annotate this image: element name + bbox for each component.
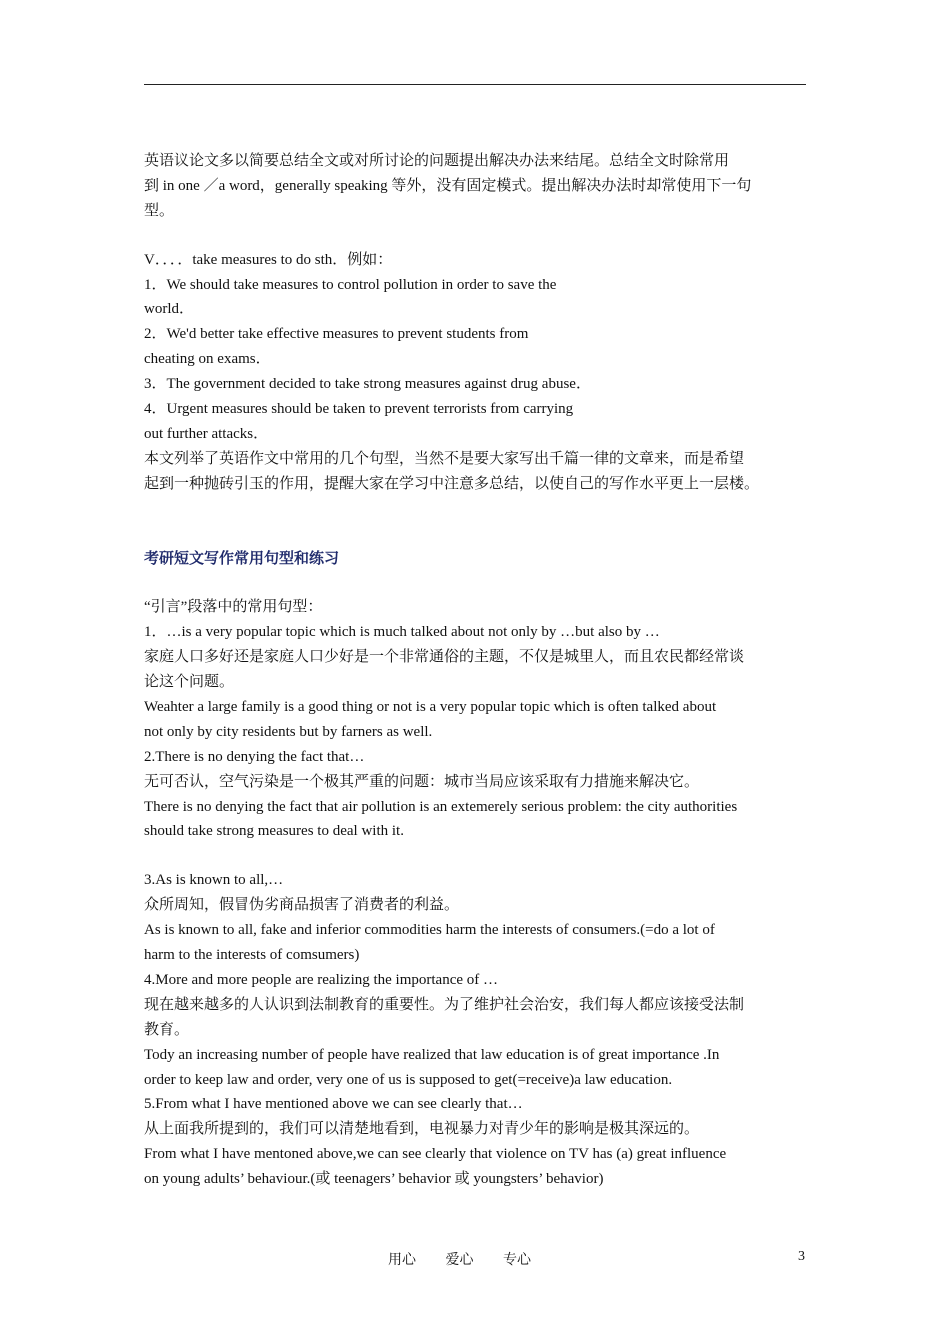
text-line: harm to the interests of comsumers) bbox=[144, 947, 360, 964]
section-spacer bbox=[144, 497, 824, 547]
paragraph-conclusion-intro bbox=[144, 149, 824, 224]
paragraph-spacer bbox=[144, 571, 824, 595]
text-line: As is known to all, fake and inferior commodities harm the interests of consumers.(=do a lot of bbox=[144, 922, 715, 939]
text-line: 从上面我所提到的，我们可以清楚地看到，电视暴力对青少年的影响是极其深远的。 bbox=[144, 1121, 700, 1138]
text-line: 家庭人口多好还是家庭人口少好是一个非常通俗的主题，不仅是城里人，而且农民都经常谈 bbox=[144, 649, 745, 666]
text-line: world． bbox=[144, 301, 194, 318]
text-line: 现在越来越多的人认识到法制教育的重要性。为了维护社会治安，我们每人都应该接受法制 bbox=[144, 996, 745, 1013]
document-body bbox=[144, 149, 824, 1192]
paragraph-more-patterns bbox=[144, 868, 824, 1192]
header-rule bbox=[144, 84, 806, 85]
text-line: out further attacks． bbox=[144, 425, 269, 442]
page-number: 3 bbox=[798, 1249, 805, 1264]
text-line: Tody an increasing number of people have realized that law education is of great importance .In bbox=[144, 1046, 720, 1063]
paragraph-spacer bbox=[144, 844, 824, 868]
text-line: 3．The government decided to take strong measures against drug abuse． bbox=[144, 376, 591, 393]
text-line: Weahter a large family is a good thing or not is a very popular topic which is often talked about bbox=[144, 699, 717, 716]
text-line: 本文列举了英语作文中常用的几个句型，当然不是要大家写出千篇一律的文章来，而是希望 bbox=[144, 450, 745, 467]
text-line: 1．…is a very popular topic which is much talked about not only by …but also by … bbox=[144, 624, 660, 641]
text-line: should take strong measures to deal with it. bbox=[144, 823, 404, 840]
paragraph-take-measures bbox=[144, 248, 824, 497]
text-line: 1．We should take measures to control pollution in order to save the bbox=[144, 276, 557, 293]
text-line: 2.There is no denying the fact that… bbox=[144, 748, 365, 765]
text-line: 教育。 bbox=[144, 1021, 190, 1038]
text-line: 4.More and more people are realizing the importance of … bbox=[144, 971, 499, 988]
text-line: V．．．．take measures to do sth．例如： bbox=[144, 251, 393, 268]
text-line: 到 in one ／a word，generally speaking 等外，没有固定模式。提出解决办法时却常使用下一句 bbox=[144, 177, 752, 194]
text-line: 起到一种抛砖引玉的作用，提醒大家在学习中注意多总结，以使自己的写作水平更上一层楼。 bbox=[144, 475, 760, 492]
text-line: cheating on exams． bbox=[144, 351, 271, 368]
text-line: There is no denying the fact that air pollution is an extemerely serious problem: the city authorities bbox=[144, 798, 738, 815]
text-line: 英语议论文多以简要总结全文或对所讨论的问题提出解决办法来结尾。总结全文时除常用 bbox=[144, 153, 730, 169]
text-line: 众所周知，假冒伪劣商品损害了消费者的利益。 bbox=[144, 897, 460, 914]
footer-motto: 用心 爱心 专心 bbox=[388, 1253, 531, 1268]
paragraph-intro-patterns bbox=[144, 595, 824, 844]
paragraph-spacer bbox=[144, 224, 824, 248]
text-line: 型。 bbox=[144, 202, 175, 219]
text-line: order to keep law and order, very one of us is supposed to get(=receive)a law education. bbox=[144, 1071, 673, 1088]
text-line: 4．Urgent measures should be taken to prevent terrorists from carrying bbox=[144, 401, 574, 418]
text-line: “引言”段落中的常用句型： bbox=[144, 599, 323, 616]
text-line: 论这个问题。 bbox=[144, 674, 235, 691]
text-line: 无可否认，空气污染是一个极其严重的问题：城市当局应该采取有力措施来解决它。 bbox=[144, 773, 700, 790]
section-heading: 考研短文写作常用句型和练习 bbox=[144, 550, 340, 567]
text-line: From what I have mentoned above,we can see clearly that violence on TV has (a) great influence bbox=[144, 1146, 727, 1163]
text-line: 3.As is known to all,… bbox=[144, 872, 284, 889]
text-line: not only by city residents but by farners as well. bbox=[144, 723, 433, 740]
text-line: on young adults’ behaviour.(或 teenagers’ behavior 或 youngsters’ behavior) bbox=[144, 1171, 604, 1188]
text-line: 2．We'd better take effective measures to prevent students from bbox=[144, 326, 529, 343]
text-line: 5.From what I have mentioned above we can see clearly that… bbox=[144, 1096, 523, 1113]
